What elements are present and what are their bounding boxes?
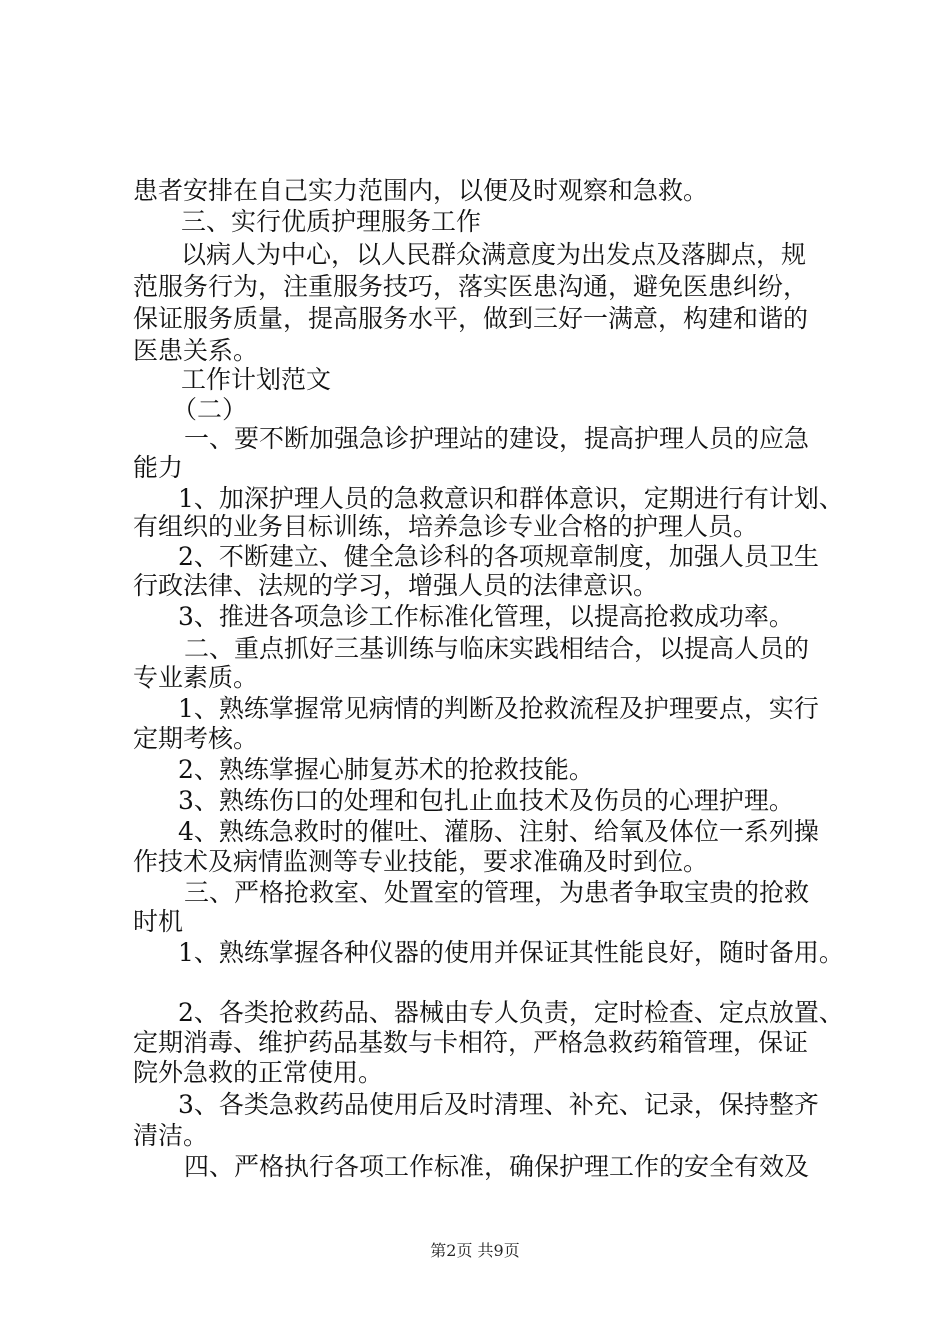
- text-line: 4、熟练急救时的催吐、灌肠、注射、给氧及体位一系列操: [178, 817, 819, 846]
- text-line: 一、要不断加强急诊护理站的建设，提高护理人员的应急: [184, 424, 810, 453]
- text-line: 医患关系。: [133, 336, 259, 365]
- text-line: 有组织的业务目标训练，培养急诊专业合格的护理人员。: [133, 512, 759, 541]
- text-line: 清洁。: [133, 1121, 209, 1150]
- text-line: 3、各类急救药品使用后及时清理、补充、记录，保持整齐: [178, 1090, 819, 1119]
- text-line: 院外急救的正常使用。: [133, 1058, 384, 1087]
- text-line: 四、严格执行各项工作标准，确保护理工作的安全有效及: [184, 1152, 810, 1181]
- text-line: 以病人为中心，以人民群众满意度为出发点及落脚点，规: [181, 240, 807, 269]
- text-line: 定期消毒、维护药品基数与卡相符，严格急救药箱管理，保证: [133, 1028, 809, 1057]
- text-line: 作技术及病情监测等专业技能，要求准确及时到位。: [133, 847, 709, 876]
- text-line: 保证服务质量，提高服务水平，做到三好一满意，构建和谐的: [133, 304, 809, 333]
- text-line: 1、加深护理人员的急救意识和群体意识，定期进行有计划、: [178, 484, 844, 513]
- text-line: 三、严格抢救室、处置室的管理，为患者争取宝贵的抢救: [184, 878, 810, 907]
- text-line: 患者安排在自己实力范围内，以便及时观察和急救。: [133, 176, 709, 205]
- text-line: 2、熟练掌握心肺复苏术的抢救技能。: [178, 755, 594, 784]
- text-line: 三、实行优质护理服务工作: [181, 207, 482, 236]
- text-line: 能力: [133, 453, 184, 482]
- text-line: （二）: [172, 395, 248, 424]
- text-line: 专业素质。: [133, 663, 259, 692]
- text-line: 范服务行为，注重服务技巧，落实医患沟通，避免医患纠纷，: [133, 272, 809, 301]
- text-line: 2、各类抢救药品、器械由专人负责，定时检查、定点放置、: [178, 998, 844, 1027]
- text-line: 工作计划范文: [181, 365, 332, 394]
- page-number-footer: 第2页 共9页: [430, 1241, 520, 1260]
- text-line: 2、不断建立、健全急诊科的各项规章制度，加强人员卫生: [178, 542, 819, 571]
- text-line: 1、熟练掌握常见病情的判断及抢救流程及护理要点，实行: [178, 694, 819, 723]
- text-line: 行政法律、法规的学习，增强人员的法律意识。: [133, 571, 659, 600]
- text-line: 二、重点抓好三基训练与临床实践相结合，以提高人员的: [184, 634, 810, 663]
- text-line: 3、推进各项急诊工作标准化管理，以提高抢救成功率。: [178, 602, 794, 631]
- text-line: 3、熟练伤口的处理和包扎止血技术及伤员的心理护理。: [178, 786, 794, 815]
- text-line: 时机: [133, 907, 184, 936]
- text-line: 1、熟练掌握各种仪器的使用并保证其性能良好，随时备用。: [178, 938, 844, 967]
- text-line: 定期考核。: [133, 724, 259, 753]
